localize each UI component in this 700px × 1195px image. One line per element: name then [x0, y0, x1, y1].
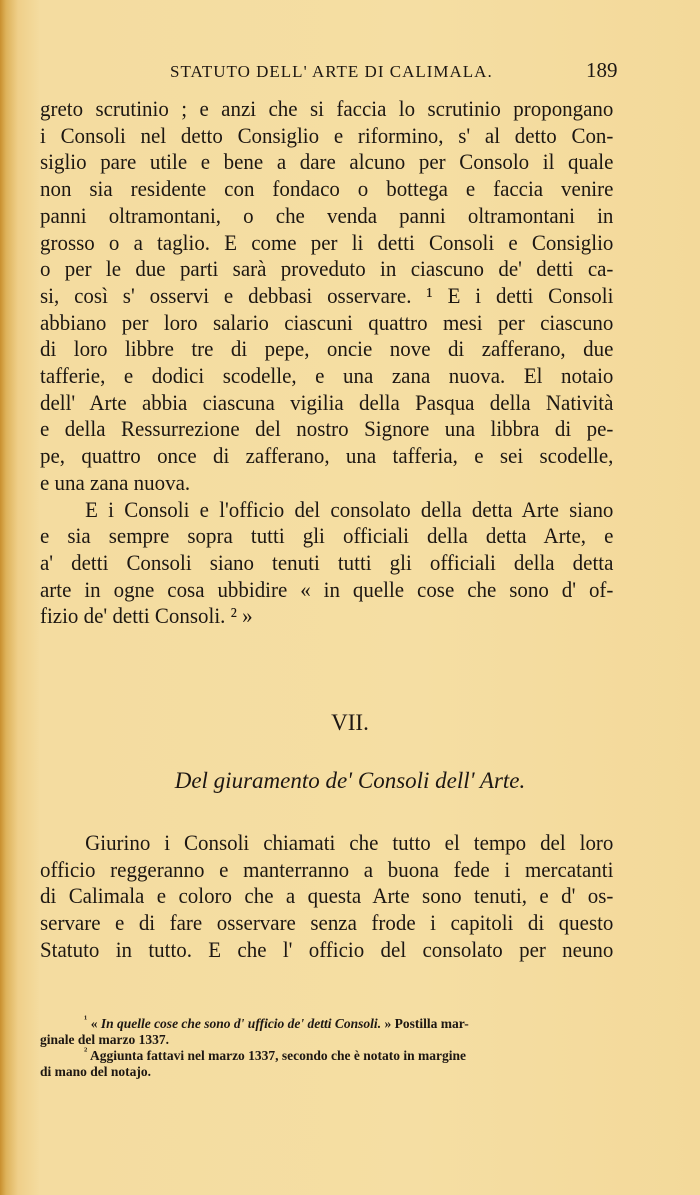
paragraph-3 [40, 830, 613, 964]
text-line: greto scrutinio ; e anzi che si faccia lo scrutinio propongano [40, 96, 614, 121]
running-head: STATUTO DELL' ARTE DI CALIMALA. [170, 62, 493, 81]
section-title: Del giuramento de' Consoli dell' Arte. [174, 768, 526, 793]
footnote-text: ginale del marzo 1337. [40, 1032, 169, 1047]
text-line: i Consoli nel detto Consiglio e riformino, s' al detto Con- [40, 122, 614, 148]
text-line: officio reggeranno e manterranno a buona fede i mercatanti [40, 856, 614, 882]
page-header [0, 58, 700, 88]
quote-open: « [90, 1016, 98, 1031]
text-line: e della Ressurrezione del nostro Signore una libbra di pe- [40, 416, 614, 442]
text-line: a' detti Consoli siano tenuti tutti gli officiali della detta [40, 549, 614, 575]
text-line: si, così s' osservi e debbasi osservare. ¹ E i detti Consoli [40, 282, 614, 308]
text-line: non sia residente con fondaco o bottega e faccia venire [40, 176, 614, 202]
footnote-2 [40, 1045, 614, 1080]
section-number: VII. [331, 710, 369, 735]
footnote-text: Aggiunta fattavi nel marzo 1337, secondo che è notato in margine [89, 1048, 467, 1063]
text-line: abbiano per loro salario ciascuni quattro mesi per ciascuno [40, 309, 614, 335]
footnote-text: di mano del notajo. [40, 1064, 152, 1079]
paragraph-2 [40, 497, 613, 631]
text-line: panni oltramontani, o che venda panni oltramontani in [40, 202, 614, 228]
footnotes [40, 1013, 614, 1080]
body-text-top [40, 96, 613, 630]
footnote-marker: ² [84, 1045, 88, 1058]
text-line: dell' Arte abbia ciascuna vigilia della Pasqua della Natività [40, 389, 614, 415]
text-line: Statuto in tutto. E che l' officio del consolato per neuno [40, 936, 614, 962]
text-line: siglio pare utile e bene a dare alcuno per Consolo il quale [40, 149, 614, 175]
text-line: o per le due parti sarà proveduto in ciascuno de' detti ca- [40, 256, 614, 282]
text-line: tafferie, e dodici scodelle, e una zana nuova. El notaio [40, 363, 614, 389]
footnote-marker: ¹ [84, 1013, 88, 1026]
text-line: e sia sempre sopra tutti gli officiali della detta Arte, e [40, 523, 614, 549]
footnote-1 [40, 1013, 614, 1048]
text-line: E i Consoli e l'officio del consolato della detta Arte siano [85, 496, 614, 522]
text-line: arte in ogne cosa ubbidire « in quelle cose che sono d' of- [40, 576, 614, 602]
text-line: di Calimala e coloro che a questa Arte sono tenuti, e d' os- [40, 883, 614, 909]
text-line: pe, quattro once di zafferano, una tafferia, e sei scodelle, [40, 443, 614, 469]
paragraph-1 [40, 96, 613, 497]
page-number: 189 [586, 58, 618, 82]
text-line: e una zana nuova. [40, 469, 191, 495]
text-line: servare e di fare osservare senza frode i capitoli di questo [40, 910, 614, 936]
footnote-quote: In quelle cose che sono d' ufficio de' detti Consoli. [100, 1016, 382, 1031]
text-line: grosso o a taglio. E come per li detti Consoli e Consiglio [40, 229, 614, 255]
text-line: Giurino i Consoli chiamati che tutto el tempo del loro [85, 830, 614, 855]
text-line: di loro libbre tre di pepe, oncie nove di zafferano, due [40, 336, 614, 362]
footnote-text: » Postilla mar- [384, 1016, 469, 1031]
text-line: fizio de' detti Consoli. ² » [40, 603, 253, 629]
